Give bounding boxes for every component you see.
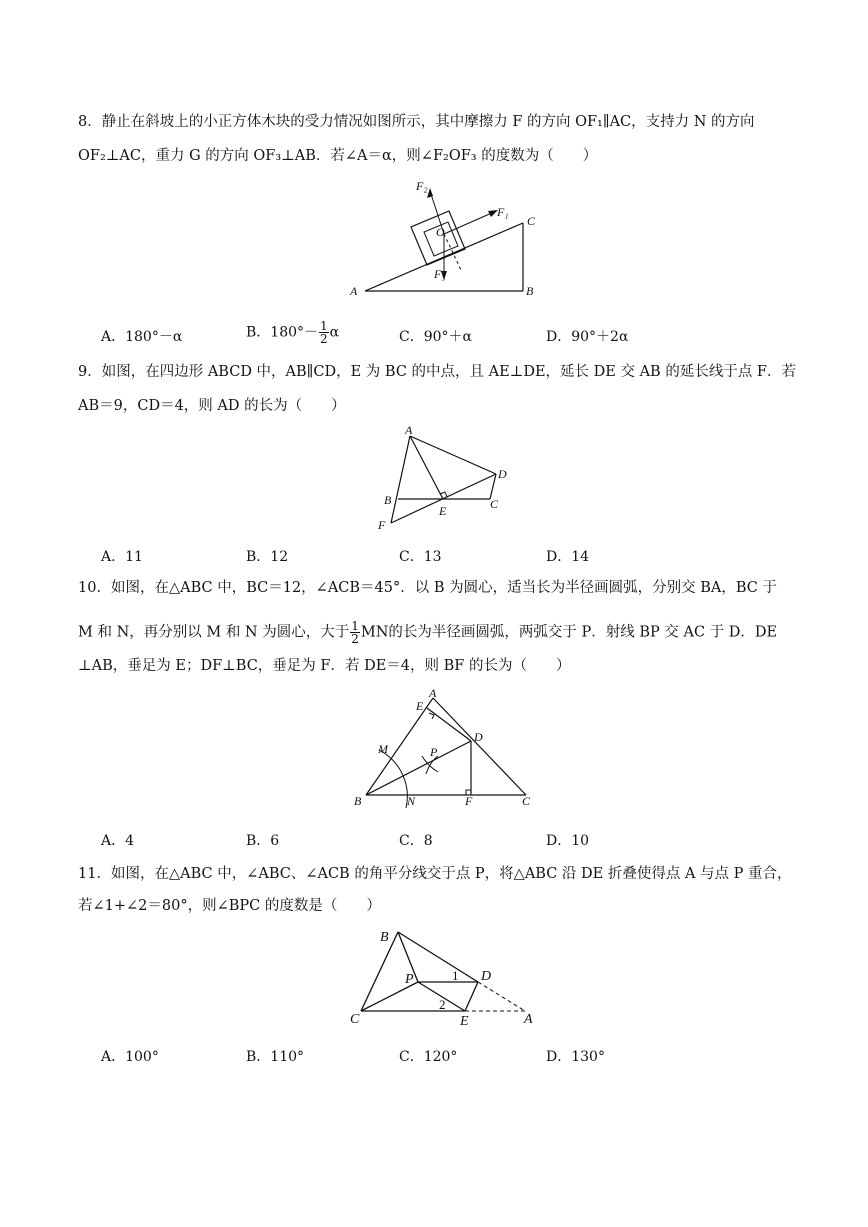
label-a: A: [524, 1012, 533, 1027]
seg-de: [465, 982, 478, 1011]
q8-figure: [340, 176, 550, 300]
frac-num: 1: [351, 619, 359, 633]
q10-text-line1: 10．如图，在△ABC 中，BC＝12，∠ACB＝45°．以 B 为圆心，适当长为半径画圆弧，分别交 BA，BC 于: [78, 580, 777, 596]
label-angle-2: 2: [439, 997, 446, 1012]
q10-fraction: [350, 620, 360, 645]
label-m: M: [378, 742, 388, 756]
label-d: D: [474, 730, 483, 744]
q8-text-line2: OF₂⊥AC，重力 G 的方向 OF₃⊥AB．若∠A＝α，则∠F₂OF₃ 的度数为（ ）: [78, 148, 598, 164]
label-d: D: [481, 969, 492, 984]
arc-mn: [379, 750, 407, 808]
q10-text-line2: [78, 620, 777, 645]
q8-text-line1: 8．静止在斜坡上的小正方体木块的受力情况如图所示，其中摩擦力 F 的方向 OF₁∥AC，支持力 N 的方向: [78, 114, 755, 130]
label-a: A: [350, 284, 358, 298]
label-e: E: [460, 1014, 469, 1029]
label-n: N: [407, 794, 416, 808]
label-o: O: [436, 225, 445, 239]
q10-line2-prefix: M 和 N，再分别以 M 和 N 为圆心，大于: [78, 624, 350, 641]
label-c: C: [490, 497, 499, 511]
q11-text-line1: 11．如图，在△ABC 中，∠ABC、∠ACB 的角平分线交于点 P，将△ABC 沿 DE 折叠使得点 A 与点 P 重合，: [78, 866, 792, 882]
q9-option-a[interactable]: A．11: [101, 549, 143, 565]
q8-option-b-fraction: [319, 320, 329, 345]
q8-option-b[interactable]: [246, 320, 339, 345]
seg-dc: [490, 474, 496, 499]
label-p: P: [430, 745, 438, 759]
label-b: B: [384, 493, 392, 507]
label-f: F: [465, 794, 473, 808]
q10-text-line3: ⊥AB，垂足为 E；DF⊥BC，垂足为 F．若 DE＝4，则 BF 的长为（ ）: [78, 658, 571, 674]
label-b: B: [354, 794, 362, 808]
label-b: B: [526, 284, 534, 298]
label-angle-1: 1: [452, 968, 459, 983]
label-d: D: [498, 467, 507, 481]
q11-option-d[interactable]: D．130°: [546, 1049, 605, 1065]
q11-text-line2: 若∠1+∠2＝80°，则∠BPC 的度数是（ ）: [78, 898, 381, 914]
q8-option-a[interactable]: A．180°－α: [101, 329, 183, 345]
seg-af: [391, 436, 410, 523]
q9-option-b[interactable]: B．12: [246, 549, 289, 565]
q10-figure: [350, 686, 540, 811]
label-f: F: [378, 518, 386, 532]
label-b: B: [380, 930, 389, 945]
force-f1: [444, 212, 494, 234]
dashed-da: [478, 982, 525, 1011]
seg-ad: [410, 436, 496, 474]
q8-option-c[interactable]: C．90°＋α: [399, 329, 472, 345]
q9-text-line2: AB＝9，CD＝4，则 AD 的长为（ ）: [78, 398, 346, 414]
q11-option-c[interactable]: C．120°: [399, 1049, 458, 1065]
label-c: C: [527, 214, 536, 228]
right-angle-e: [429, 713, 434, 719]
label-e: E: [416, 699, 424, 713]
frac-num: 1: [320, 319, 328, 333]
q10-option-d[interactable]: D．10: [546, 833, 590, 849]
label-a: A: [405, 423, 413, 437]
q9-figure: [370, 422, 520, 537]
label-c: C: [350, 1012, 360, 1027]
seg-ac: [433, 698, 526, 795]
q11-option-b[interactable]: B．110°: [246, 1049, 305, 1065]
q11-option-a[interactable]: A．100°: [101, 1049, 159, 1065]
label-p: P: [405, 972, 414, 987]
seg-ae: [410, 436, 443, 499]
frac-den: 2: [320, 332, 328, 346]
seg-de: [427, 708, 471, 741]
label-e: E: [439, 504, 447, 518]
label-f3: F₃: [434, 267, 446, 281]
q9-option-d[interactable]: D．14: [546, 549, 590, 565]
q9-text-line1: 9．如图，在四边形 ABCD 中，AB∥CD，E 为 BC 的中点，且 AE⊥DE，延长 DE 交 AB 的延长线于点 F．若: [78, 364, 796, 380]
label-a: A: [429, 686, 437, 700]
q8-option-b-prefix: B．180°－: [246, 324, 319, 341]
q10-option-a[interactable]: A．4: [101, 833, 135, 849]
q10-option-c[interactable]: C．8: [399, 833, 433, 849]
q8-option-d[interactable]: D．90°＋2α: [546, 329, 629, 345]
q9-option-c[interactable]: C．13: [399, 549, 442, 565]
q10-line2-suffix: MN的长为半径画圆弧，两弧交于 P．射线 BP 交 AC 于 D．DE: [360, 624, 778, 641]
label-c: C: [522, 794, 531, 808]
q10-option-b[interactable]: B．6: [246, 833, 280, 849]
label-f2: F₂: [416, 179, 428, 193]
label-f1: F₁: [497, 205, 509, 219]
frac-den: 2: [351, 632, 359, 646]
q11-figure: [345, 925, 545, 1030]
q8-option-b-suffix: α: [329, 324, 340, 341]
